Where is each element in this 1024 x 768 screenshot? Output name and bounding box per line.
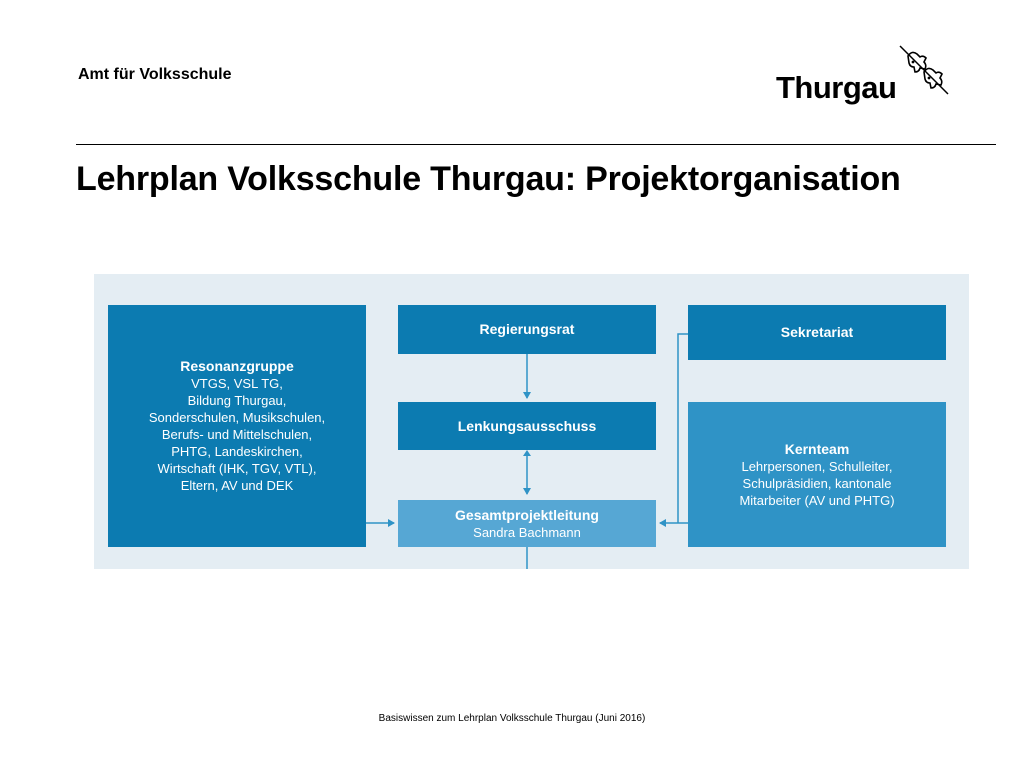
regierungsrat-box: [398, 305, 656, 354]
resonanzgruppe-line: Bildung Thurgau,: [187, 393, 287, 408]
gesamtprojektleitung-title: Gesamtprojektleitung: [455, 506, 599, 523]
resonanzgruppe-line: Wirtschaft (IHK, TGV, VTL),: [157, 461, 317, 476]
resonanzgruppe-title: Resonanzgruppe: [180, 358, 294, 374]
footer-caption: Basiswissen zum Lehrplan Volksschule Thurgau (Juni 2016): [378, 713, 646, 724]
kernteam-box: [688, 402, 946, 547]
kernteam-title: Kernteam: [784, 440, 850, 457]
sekretariat-box: [688, 305, 946, 360]
resonanzgruppe-line: Eltern, AV und DEK: [180, 478, 294, 493]
thurgau-logo: [776, 44, 952, 108]
kernteam-line: Lehrpersonen, Schulleiter,: [741, 458, 893, 474]
header-divider: [76, 144, 996, 145]
resonanzgruppe-line: VTGS, VSL TG,: [191, 376, 283, 391]
logo-text: Thurgau: [776, 70, 897, 105]
resonanzgruppe-box: [108, 305, 366, 547]
gesamtprojektleitung-box: [398, 500, 656, 547]
regierungsrat-title: Regierungsrat: [479, 321, 575, 337]
connector-sekretariat-bracket: [678, 334, 688, 523]
resonanzgruppe-line: PHTG, Landeskirchen,: [171, 444, 303, 459]
kernteam-line: Schulpräsidien, kantonale: [742, 475, 892, 491]
lenkungsausschuss-box: [398, 402, 656, 450]
page-title: Lehrplan Volksschule Thurgau: Projektorganisation: [76, 160, 901, 198]
lenkungsausschuss-title: Lenkungsausschuss: [457, 417, 597, 434]
department-label: Amt für Volksschule: [78, 66, 232, 83]
gesamtprojektleitung-subtitle: Sandra Bachmann: [473, 524, 581, 540]
resonanzgruppe-line: Sonderschulen, Musikschulen,: [148, 410, 326, 425]
resonanzgruppe-line: Berufs- und Mittelschulen,: [161, 427, 313, 442]
kernteam-line: Mitarbeiter (AV und PHTG): [739, 492, 895, 508]
sekretariat-title: Sekretariat: [780, 324, 854, 340]
thurgau-lions-coat-of-arms-icon: [894, 44, 950, 96]
org-chart: [94, 274, 969, 569]
